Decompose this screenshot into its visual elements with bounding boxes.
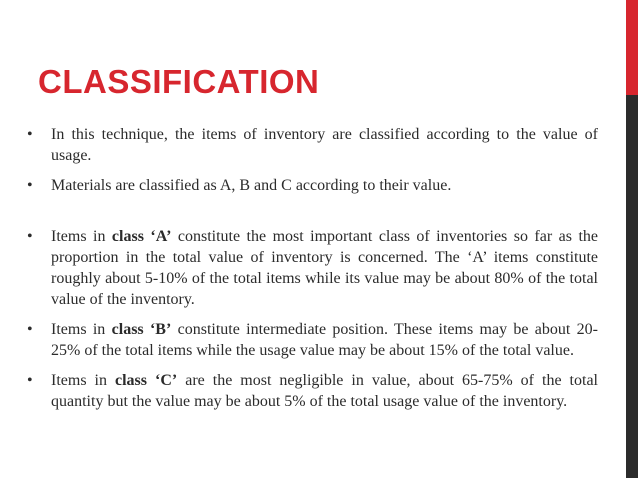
bullet-marker: • <box>27 372 33 389</box>
bullet-item <box>27 124 598 166</box>
bullet-item <box>27 226 598 310</box>
bullet-list <box>27 124 598 421</box>
right-edge-accent <box>626 0 638 95</box>
right-edge-bar <box>626 0 638 478</box>
bullet-text-pre: Items in <box>51 321 112 338</box>
bullet-marker: • <box>27 228 33 245</box>
bullet-text-pre: Items in <box>51 228 112 245</box>
bullet-item <box>27 370 598 412</box>
bullet-item <box>27 175 598 196</box>
bullet-text: Materials are classified as A, B and C according to their value. <box>51 177 452 194</box>
bullet-text-pre: Items in <box>51 372 115 389</box>
bullet-text-post: constitute intermediate position. These items may be about 20-25% of the total items while the usage value may be about 15% of the total value. <box>51 321 599 359</box>
bullet-text-post: are the most negligible in value, about 65-75% of the total quantity but the value may be about 5% of the total usage value of the inventory. <box>51 372 598 410</box>
slide-title: CLASSIFICATION <box>38 63 320 100</box>
bullet-text: In this technique, the items of inventory are classified according to the value of usage. <box>51 126 598 164</box>
bullet-marker: • <box>27 177 33 194</box>
class-a-label: class ‘A’ <box>111 228 172 245</box>
bullet-item <box>27 319 598 361</box>
bullet-text-post: constitute the most important class of inventories so far as the proportion in the total value of inventory is concerned. The ‘A’ items constitute roughly about 5-10% of the total items while its value may be about 80% of the total value of the inventory. <box>51 228 598 308</box>
class-c-label: class ‘C’ <box>115 372 178 389</box>
class-b-label: class ‘B’ <box>111 321 172 338</box>
bullet-marker: • <box>27 321 33 338</box>
bullet-marker: • <box>27 126 33 143</box>
